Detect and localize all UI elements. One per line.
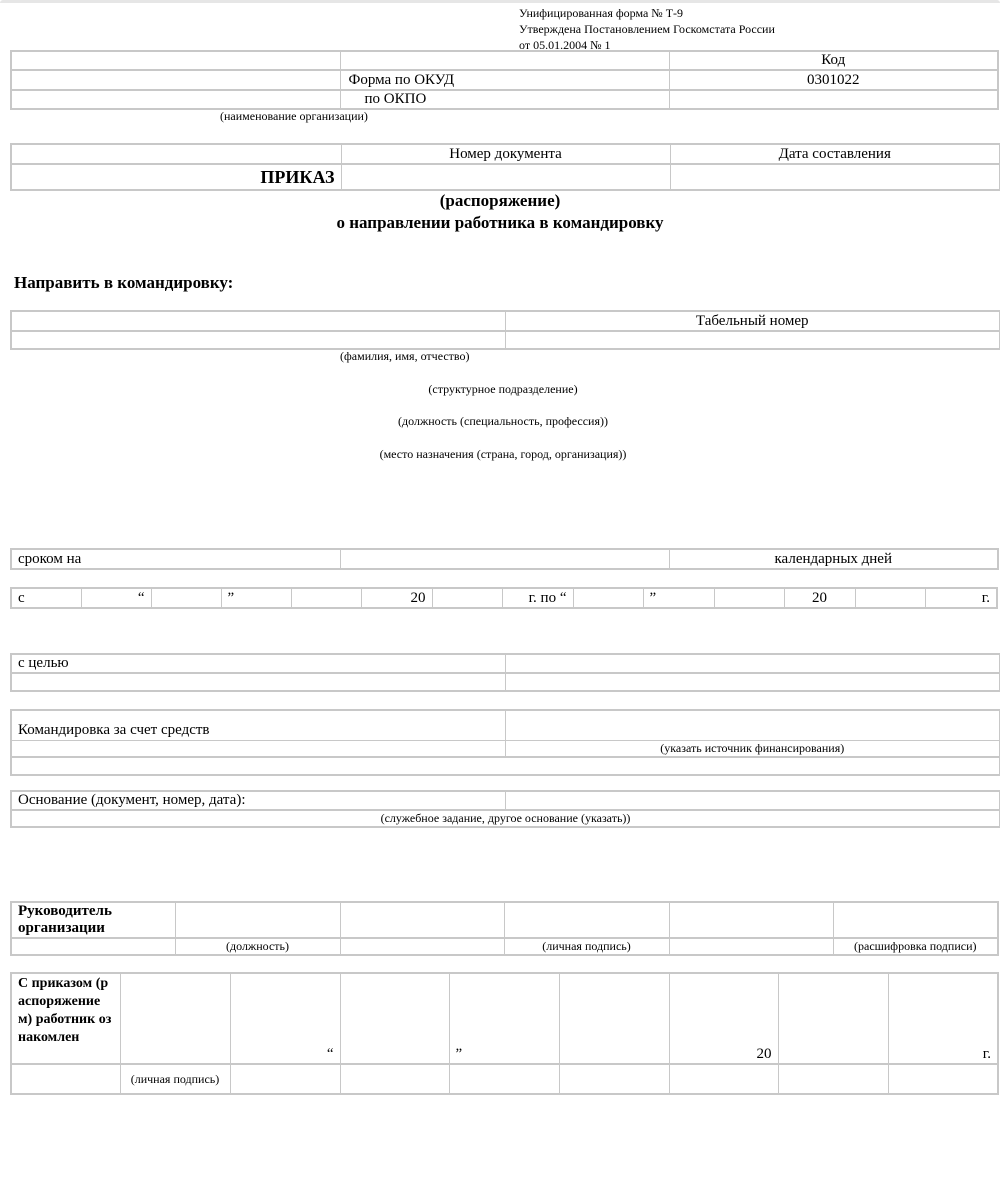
funding-source-field[interactable] — [505, 710, 1000, 740]
employee-signature-field[interactable] — [120, 973, 230, 1064]
to-label: г. по “ — [502, 588, 573, 608]
window-top-edge — [0, 0, 1000, 3]
to-year-field[interactable] — [855, 588, 925, 608]
to-day-field[interactable] — [573, 588, 643, 608]
funding-label: Командировка за счет средств — [11, 710, 505, 740]
okpo-label: по ОКПО — [340, 90, 669, 109]
ack-open-quote: “ — [230, 973, 340, 1064]
code-header: Код — [669, 51, 998, 70]
order-table — [10, 143, 1000, 191]
doc-number-header: Номер документа — [341, 144, 670, 164]
department-caption: (структурное подразделение) — [428, 382, 578, 396]
blank-cell — [340, 51, 669, 70]
ack-signature-caption: (личная подпись) — [120, 1064, 230, 1094]
duration-days-field[interactable] — [340, 549, 669, 569]
purpose-field-3[interactable] — [505, 673, 1000, 691]
from-label: с — [11, 588, 81, 608]
head-signature-caption: (личная подпись) — [504, 938, 669, 955]
blank-cell — [778, 1064, 888, 1094]
blank-cell — [230, 1064, 340, 1094]
doc-number-field[interactable] — [341, 164, 670, 190]
blank-cell — [888, 1064, 998, 1094]
org-name-cell[interactable] — [11, 51, 340, 70]
purpose-field-2[interactable] — [11, 673, 505, 691]
ack-year-field[interactable] — [778, 973, 888, 1064]
form-approval-header — [519, 5, 775, 53]
date-field[interactable] — [670, 164, 1000, 190]
head-position-field[interactable] — [175, 902, 340, 938]
acknowledgement-label: С приказом (распоряжением) работник ознакомлен — [11, 973, 120, 1064]
ack-year-suffix: г. — [888, 973, 998, 1064]
position-caption: (должность (специальность, профессия)) — [398, 414, 608, 428]
codes-table — [10, 50, 999, 110]
blank-cell — [669, 1064, 778, 1094]
head-decoding-field[interactable] — [833, 902, 998, 938]
duration-table — [10, 548, 999, 570]
org-name-field[interactable] — [11, 70, 340, 90]
title-line-2: о направлении работника в командировку — [336, 213, 664, 232]
title-line-1: (распоряжение) — [439, 191, 561, 210]
employee-table — [10, 310, 1000, 350]
fio-header-cell — [11, 311, 505, 331]
tab-number-header: Табельный номер — [505, 311, 1000, 331]
blank-cell — [340, 938, 504, 955]
fio-field[interactable] — [11, 331, 505, 349]
blank-cell — [11, 144, 341, 164]
funding-extra-field[interactable] — [11, 757, 1000, 775]
dates-table — [10, 587, 998, 609]
org-name-caption: (наименование организации) — [220, 109, 368, 123]
blank-cell — [669, 938, 833, 955]
blank-cell — [559, 1064, 669, 1094]
from-open-quote: “ — [81, 588, 151, 608]
okud-label: Форма по ОКУД — [340, 70, 669, 90]
basis-caption: (служебное задание, другое основание (указать)) — [11, 810, 1000, 827]
to-month-field[interactable] — [714, 588, 784, 608]
approved-date: от 05.01.2004 № 1 — [519, 38, 611, 52]
blank-cell — [340, 1064, 449, 1094]
send-section-label: Направить в командировку: — [14, 273, 234, 292]
funding-table — [10, 709, 1000, 776]
purpose-label: с целью — [11, 654, 505, 673]
blank-cell — [11, 938, 175, 955]
purpose-table — [10, 653, 1000, 692]
head-signature-field[interactable] — [504, 902, 669, 938]
blank-cell — [11, 1064, 120, 1094]
to-year-prefix: 20 — [784, 588, 855, 608]
head-signature-table — [10, 901, 999, 956]
to-year-suffix: г. — [925, 588, 997, 608]
okud-value: 0301022 — [669, 70, 998, 90]
to-close-quote: ” — [643, 588, 714, 608]
head-label: Руководитель организации — [11, 902, 175, 938]
duration-label: сроком на — [11, 549, 340, 569]
tab-number-field[interactable] — [505, 331, 1000, 349]
ack-day-field[interactable] — [340, 973, 449, 1064]
from-month-field[interactable] — [291, 588, 361, 608]
from-close-quote: ” — [221, 588, 291, 608]
blank-cell — [669, 902, 833, 938]
blank-cell — [449, 1064, 559, 1094]
blank-cell — [340, 902, 504, 938]
form-name: Унифицированная форма № Т-9 — [519, 6, 684, 20]
ack-close-quote: ” — [449, 973, 559, 1064]
blank-cell — [11, 740, 505, 757]
basis-field[interactable] — [505, 791, 1000, 810]
calendar-days-label: календарных дней — [669, 549, 998, 569]
basis-table — [10, 790, 1000, 828]
from-year-prefix: 20 — [361, 588, 432, 608]
ack-month-field[interactable] — [559, 973, 669, 1064]
approved-by: Утверждена Постановлением Госкомстата России — [519, 22, 775, 36]
basis-label: Основание (документ, номер, дата): — [11, 791, 505, 810]
destination-caption: (место назначения (страна, город, организация)) — [379, 447, 627, 461]
head-decoding-caption: (расшифровка подписи) — [833, 938, 998, 955]
from-day-field[interactable] — [151, 588, 221, 608]
fio-caption: (фамилия, имя, отчество) — [340, 349, 470, 363]
from-year-field[interactable] — [432, 588, 502, 608]
ack-year-prefix: 20 — [669, 973, 778, 1064]
head-position-caption: (должность) — [175, 938, 340, 955]
okpo-value-field[interactable] — [669, 90, 998, 109]
purpose-field[interactable] — [505, 654, 1000, 673]
order-label: ПРИКАЗ — [11, 164, 341, 190]
date-header: Дата составления — [670, 144, 1000, 164]
funding-caption: (указать источник финансирования) — [505, 740, 1000, 757]
org-name-field-2[interactable] — [11, 90, 340, 109]
acknowledgement-table — [10, 972, 999, 1095]
